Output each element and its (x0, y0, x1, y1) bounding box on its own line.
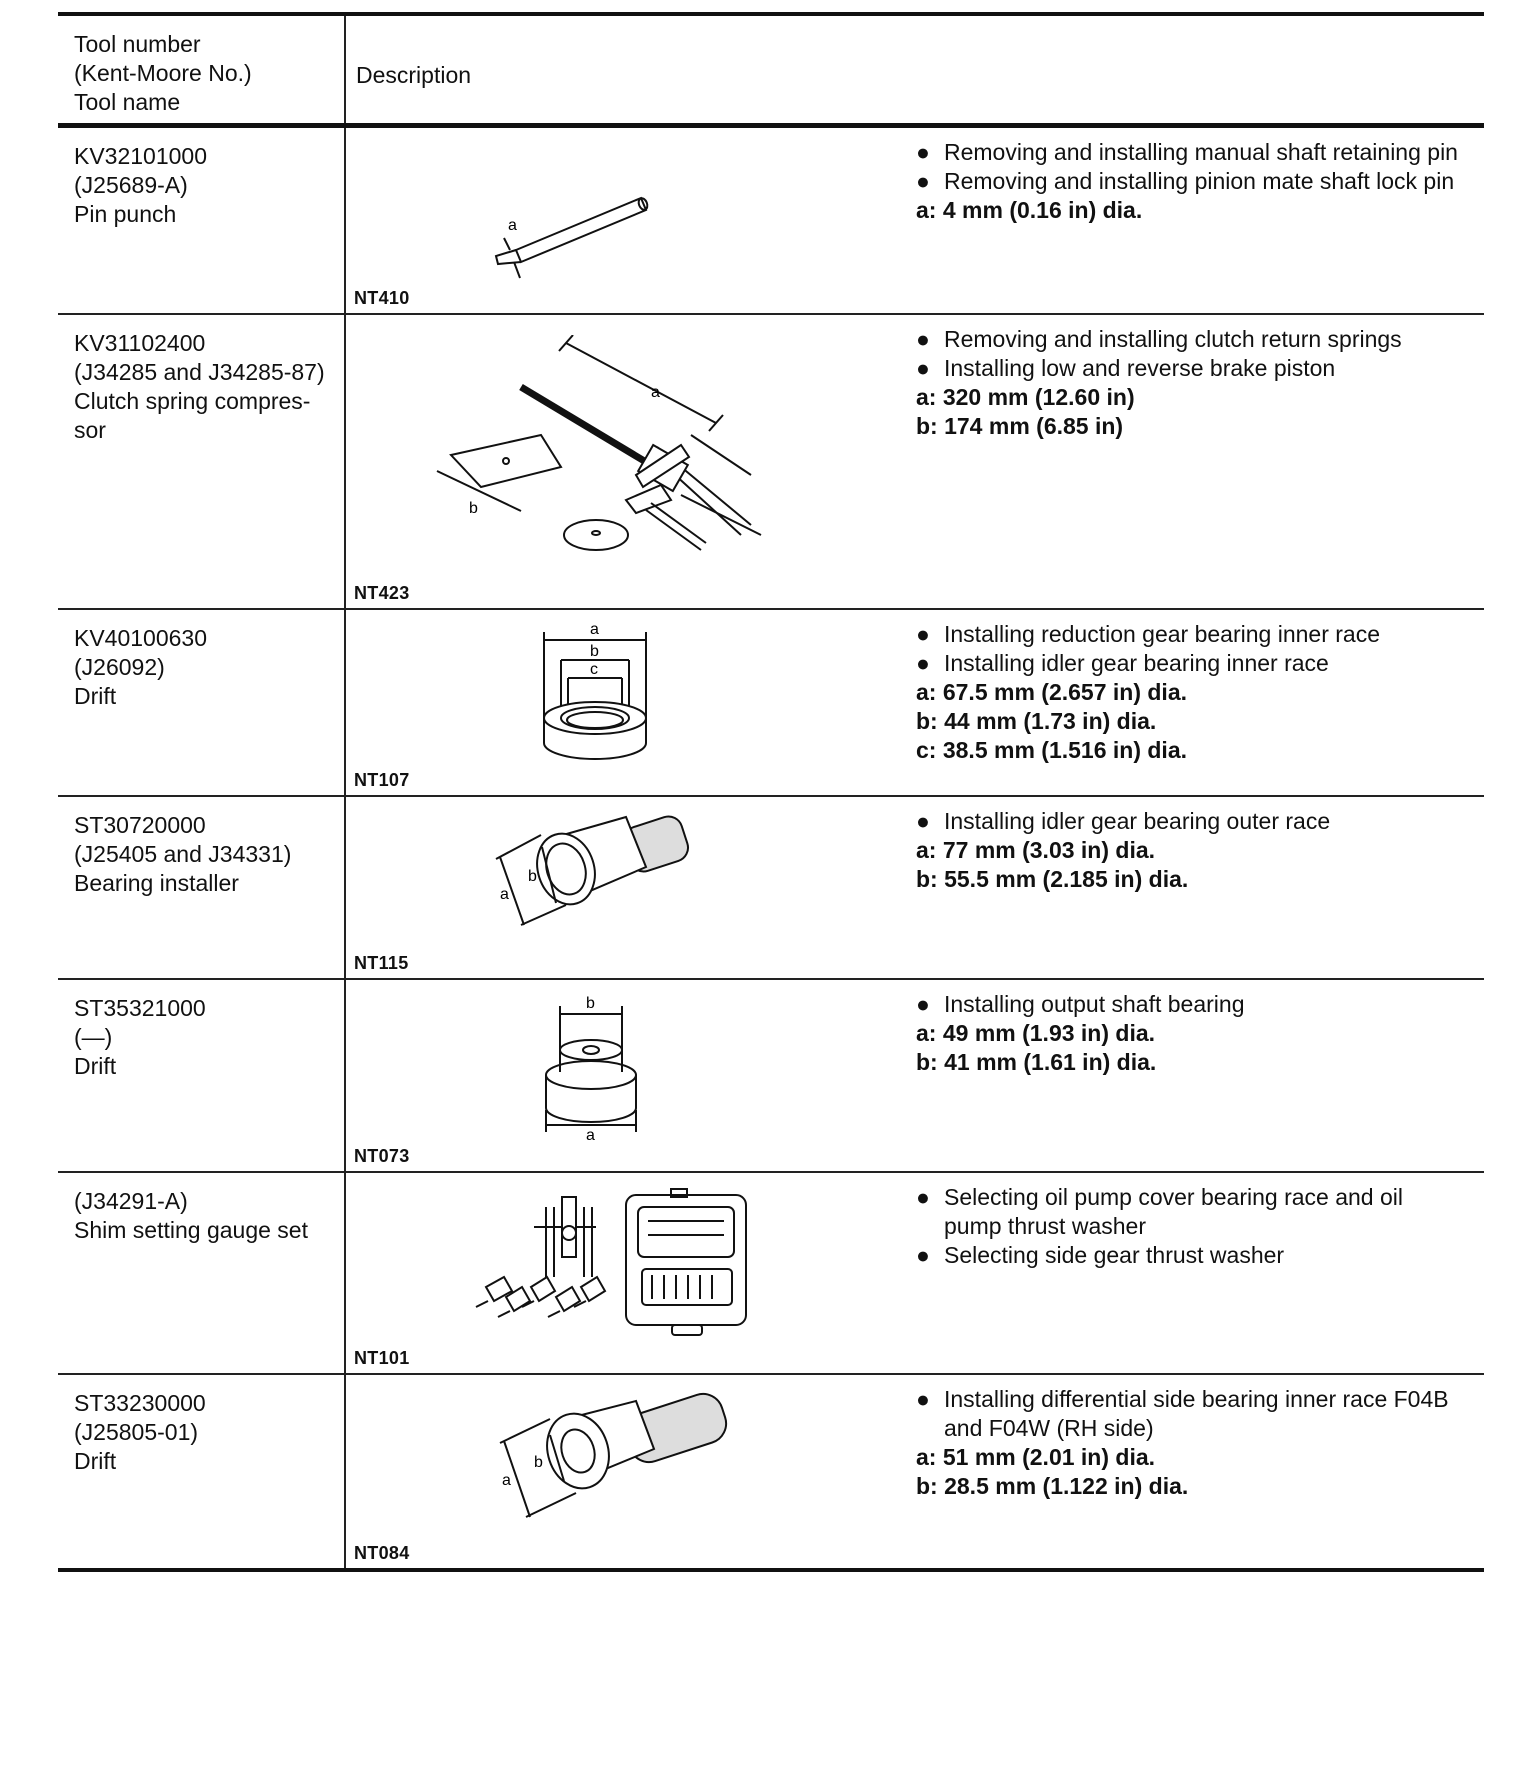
kent-moore-number: (J25405 and J34331) (74, 841, 292, 867)
spec-a: a: 4 mm (0.16 in) dia. (916, 197, 1143, 223)
dim-label-b: b (534, 1454, 543, 1471)
tool-number: KV31102400 (74, 330, 206, 356)
list-item: ● Removing and installing manual shaft retaining pin (916, 139, 1458, 165)
figure-code: NT073 (354, 1146, 410, 1166)
figure-code: NT101 (354, 1348, 410, 1368)
tool-id-cell (58, 797, 346, 978)
list-item: ● Installing reduction gear bearing inner race (916, 621, 1380, 647)
description-cell (346, 1375, 1484, 1568)
dim-label-b: b (586, 995, 595, 1012)
dim-label-a: a (590, 621, 599, 638)
special-tools-table (58, 12, 1484, 1572)
figure-code: NT423 (354, 583, 410, 603)
kent-moore-number: (—) (74, 1024, 113, 1050)
table-row (58, 128, 1484, 315)
list-item: ● Installing idler gear bearing inner race (916, 650, 1329, 676)
kent-moore-number: (J25805-01) (74, 1419, 199, 1445)
table-row (58, 1375, 1484, 1568)
dim-label: a (508, 217, 517, 234)
dim-label-a: a (651, 384, 660, 401)
shim-gauge-set-illustration (456, 1187, 756, 1337)
stepped-drift-illustration (526, 990, 656, 1140)
description-text (916, 138, 1461, 225)
tool-name: Drift (74, 1448, 117, 1474)
dim-label-a: a (502, 1472, 511, 1489)
description-cell (346, 1173, 1484, 1373)
description-text (916, 620, 1461, 765)
kent-moore-number: (J26092) (74, 654, 165, 680)
tool-name: Bearing installer (74, 870, 239, 896)
spec-a: a: 49 mm (1.93 in) dia. (916, 1020, 1156, 1046)
list-item: ● Selecting side gear thrust washer (916, 1242, 1285, 1268)
spec-a: a: 77 mm (3.03 in) dia. (916, 837, 1156, 863)
header-tool-number: Tool number (74, 31, 201, 57)
spec-b: b: 41 mm (1.61 in) dia. (916, 1049, 1157, 1075)
header-tool-name: Tool name (74, 89, 181, 115)
figure-code: NT084 (354, 1543, 410, 1563)
figure-code: NT115 (354, 953, 409, 973)
header-col-description (346, 16, 1484, 123)
tool-id-cell (58, 610, 346, 795)
spec-a: a: 67.5 mm (2.657 in) dia. (916, 679, 1188, 705)
kent-moore-number: (J25689-A) (74, 172, 188, 198)
description-text (916, 325, 1461, 441)
tool-id-cell (58, 315, 346, 608)
description-text (916, 990, 1461, 1077)
tool-name: Drift (74, 683, 117, 709)
tool-name-cont: sor (74, 417, 106, 443)
table-row (58, 1173, 1484, 1375)
description-cell (346, 128, 1484, 313)
dim-label-a: a (500, 886, 509, 903)
header-description: Description (356, 62, 472, 88)
table-header (58, 16, 1484, 128)
tool-number: ST33230000 (74, 1390, 206, 1416)
table-row (58, 315, 1484, 610)
description-text (916, 1183, 1461, 1270)
dim-label-b: b (528, 868, 537, 885)
list-item: ● Installing low and reverse brake piston (916, 355, 1336, 381)
description-text (916, 807, 1461, 894)
list-item: ● Installing differential side bearing inner race F04B and F04W (RH side) (916, 1386, 1449, 1441)
dim-label-b: b (590, 643, 599, 660)
dim-label-b: b (469, 500, 478, 517)
description-text (916, 1385, 1461, 1501)
header-kent-moore: (Kent-Moore No.) (74, 60, 252, 86)
figure-code: NT107 (354, 770, 410, 790)
drift-illustration (526, 618, 666, 768)
table-row (58, 610, 1484, 797)
kent-moore-number: (J34285 and J34285-87) (74, 359, 325, 385)
bearing-installer-illustration (486, 807, 706, 937)
spec-b: b: 28.5 mm (1.122 in) dia. (916, 1473, 1189, 1499)
knurled-drift-illustration (486, 1389, 736, 1529)
table-bottom-rule (58, 1568, 1484, 1572)
spec-b: b: 44 mm (1.73 in) dia. (916, 708, 1157, 734)
dim-label-a: a (586, 1127, 595, 1140)
spec-c: c: 38.5 mm (1.516 in) dia. (916, 737, 1188, 763)
spec-b: b: 55.5 mm (2.185 in) dia. (916, 866, 1189, 892)
tool-id-cell (58, 1173, 346, 1373)
tool-id-cell (58, 128, 346, 313)
figure-code: NT410 (354, 288, 410, 308)
list-item: ● Installing idler gear bearing outer race (916, 808, 1331, 834)
kent-moore-number: (J34291-A) (74, 1188, 188, 1214)
dim-label-c: c (590, 661, 598, 678)
list-item: ● Selecting oil pump cover bearing race and oil pump thrust washer (916, 1184, 1403, 1239)
table-row (58, 797, 1484, 980)
clutch-spring-compressor-illustration (421, 335, 781, 565)
tool-name: Pin punch (74, 201, 177, 227)
description-cell (346, 315, 1484, 608)
list-item: ● Removing and installing pinion mate shaft lock pin (916, 168, 1455, 194)
table-row (58, 980, 1484, 1173)
tool-name: Shim setting gauge set (74, 1217, 308, 1243)
tool-name: Drift (74, 1053, 117, 1079)
description-cell (346, 980, 1484, 1171)
tool-number: KV32101000 (74, 143, 208, 169)
header-col-tool (58, 16, 346, 123)
tool-number: KV40100630 (74, 625, 208, 651)
spec-a: a: 320 mm (12.60 in) (916, 384, 1135, 410)
description-cell (346, 797, 1484, 978)
spec-a: a: 51 mm (2.01 in) dia. (916, 1444, 1156, 1470)
pin-punch-illustration (486, 178, 686, 288)
description-cell (346, 610, 1484, 795)
tool-number: ST30720000 (74, 812, 206, 838)
spec-b: b: 174 mm (6.85 in) (916, 413, 1124, 439)
list-item: ● Installing output shaft bearing (916, 991, 1245, 1017)
list-item: ● Removing and installing clutch return springs (916, 326, 1402, 352)
tool-number: ST35321000 (74, 995, 206, 1021)
tool-id-cell (58, 1375, 346, 1568)
tool-id-cell (58, 980, 346, 1171)
tool-name: Clutch spring compres- (74, 388, 311, 414)
